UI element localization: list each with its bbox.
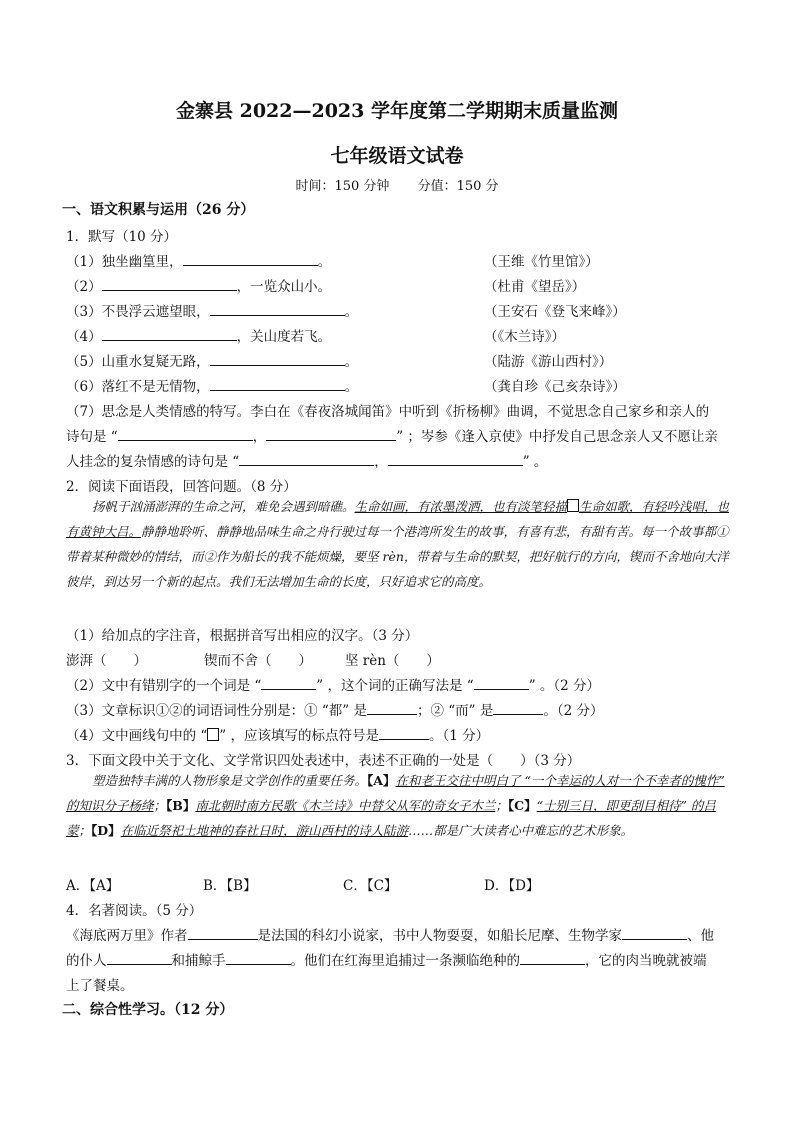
q1-item7-line3: 人挂念的复杂情感的诗句是 “ ， ” 。 — [66, 454, 548, 470]
q3-option-d[interactable]: D．【D】 — [484, 878, 540, 894]
q2-title: 2．阅读下面语段，回答问题。（8 分） — [66, 479, 297, 495]
q4-line2: 的仆人 和捕鲸手 。他们在红海里追捕过一条濒临绝种的 ，它的肉当晚就被端 — [66, 953, 707, 969]
q1-item: （3）不畏浮云遮望眼， 。 — [66, 304, 359, 320]
q1-source: （陆游《游山西村》） — [484, 354, 613, 370]
q3-option-a[interactable]: A．【A】 — [66, 878, 120, 894]
answer-blank[interactable] — [102, 327, 237, 341]
q1-source: （王维《竹里馆》） — [484, 254, 599, 270]
q1-item7-line2: 诗句是 “ ， ” ；岑参《逢入京使》中抒发自己思念亲人又不愿让亲 — [66, 429, 718, 445]
punctuation-box — [567, 499, 579, 512]
q3-option-b[interactable]: B．【B】 — [203, 878, 257, 894]
answer-blank[interactable] — [493, 701, 543, 715]
q4-line1: 《海底两万里》作者 是法国的科幻小说家，书中人物耍耍，如船长尼摩、生物学家 、他 — [66, 928, 714, 944]
q2-sub1: （1）给加点的字注音，根据拼音写出相应的汉字。（3 分） — [66, 628, 419, 644]
section1-heading: 一、语文积累与运用（26 分） — [62, 202, 255, 218]
exam-time: 时间：150 分钟 — [295, 179, 390, 194]
answer-blank[interactable] — [210, 352, 345, 366]
q1-item: （6）落红不是无情物， 。 — [66, 379, 359, 395]
q1-item: （5）山重水复疑无路， 。 — [66, 354, 359, 370]
answer-blank[interactable] — [107, 951, 172, 965]
q2-sub4: （4）文中画线句中的 “ ” ，应该填写的标点符号是 。（1 分） — [66, 728, 490, 744]
section2-heading: 二、综合性学习。（12 分） — [62, 1002, 234, 1018]
q3-title: 3．下面文段中关于文化、文学常识四处表述中，表述不正确的一处是（ ）（3 分） — [66, 753, 581, 769]
q2-sub2: （2）文中有错别字的一个词是 “ ” ，这个词的正确写法是 “ ” 。（2 分） — [66, 678, 601, 694]
q2-word3: 坚 rèn（ ） — [345, 653, 440, 669]
q1-item: （4） ，关山度若飞。 — [66, 329, 332, 345]
answer-blank[interactable] — [379, 726, 429, 740]
q1-item: （1）独坐幽篁里， 。 — [66, 254, 332, 270]
answer-blank[interactable] — [266, 427, 396, 441]
answer-blank[interactable] — [102, 277, 237, 291]
q1-source: （龚自珍《己亥杂诗》） — [484, 379, 626, 395]
exam-meta — [0, 175, 794, 194]
answer-blank[interactable] — [118, 427, 253, 441]
exam-score: 分值：150 分 — [417, 179, 499, 194]
q1-title: 1．默写（10 分） — [66, 229, 178, 245]
q3-passage: 塑造独特丰满的人物形象是文学创作的重要任务。【A】在和老王交往中明白了 “一个幸运的人对一个不幸者的愧怍” 的知识分子杨绛；【B】南北朝时南方民歌《木兰诗》中替父从军的奇女子木兰；【C】“士别三日，即更刮目相待” 的吕蒙；【D】在临近祭祀土地神的春社日时，游山西村的诗人陆游……都是广大读者心中难忘的艺术形象。 — [66, 773, 725, 838]
q2-sub3: （3）文章标识①②的词语词性分别是：① “都” 是 ；② “而” 是 。（2 分） — [66, 703, 604, 719]
exam-subtitle: 七年级语文试卷 — [330, 145, 464, 167]
q2-word1: 澎湃（ ） — [66, 653, 147, 669]
answer-blank[interactable] — [474, 676, 529, 690]
answer-blank[interactable] — [388, 452, 523, 466]
exam-title: 金寨县 2022—2023 学年度第二学期期末质量监测 — [176, 100, 618, 122]
q3-option-c[interactable]: C．【C】 — [343, 878, 398, 894]
answer-blank[interactable] — [261, 676, 316, 690]
answer-blank[interactable] — [367, 701, 417, 715]
answer-blank[interactable] — [622, 926, 687, 940]
answer-blank[interactable] — [239, 452, 374, 466]
q1-source: （《木兰诗》） — [484, 329, 565, 345]
answer-blank[interactable] — [188, 926, 258, 940]
answer-blank[interactable] — [210, 302, 345, 316]
q1-source: （杜甫《望岳》） — [484, 279, 586, 295]
answer-blank[interactable] — [210, 377, 345, 391]
q4-line3: 上了餐桌。 — [66, 978, 134, 994]
q4-title: 4．名著阅读。（5 分） — [66, 903, 203, 919]
answer-blank[interactable] — [226, 951, 291, 965]
q2-word2: 锲而不舍（ ） — [204, 653, 312, 669]
q1-item7-line1: （7）思念是人类情感的特写。李白在《春夜洛城闻笛》中听到《折杨柳》曲调，不觉思念自己家乡和亲人的 — [66, 404, 710, 420]
answer-blank[interactable] — [520, 951, 585, 965]
q2-passage: 扬帆于汹涌澎湃的生命之河，难免会遇到暗礁。生命如画，有浓墨泼洒，也有淡笔轻描 生命如歌，有轻吟浅唱，也有黄钟大吕。静静地聆听、静静地品味生命之舟行驶过每一个港湾所发生的故事，有喜有悲，有甜有苦。每一个故事都①带着某种微妙的情结，而②作为船长的我不能烦燥，要坚 rèn，带着与生命的默契，把好航行的方向，锲而不舍地向大洋彼岸，到达另一个新的起点。我们无法增加生命的长度，只好追求它的高度。 — [66, 499, 730, 589]
q1-source: （王安石《登飞来峰》） — [484, 304, 626, 320]
punctuation-box — [207, 728, 219, 741]
q1-item: （2） ，一览众山小。 — [66, 279, 332, 295]
answer-blank[interactable] — [183, 252, 318, 266]
